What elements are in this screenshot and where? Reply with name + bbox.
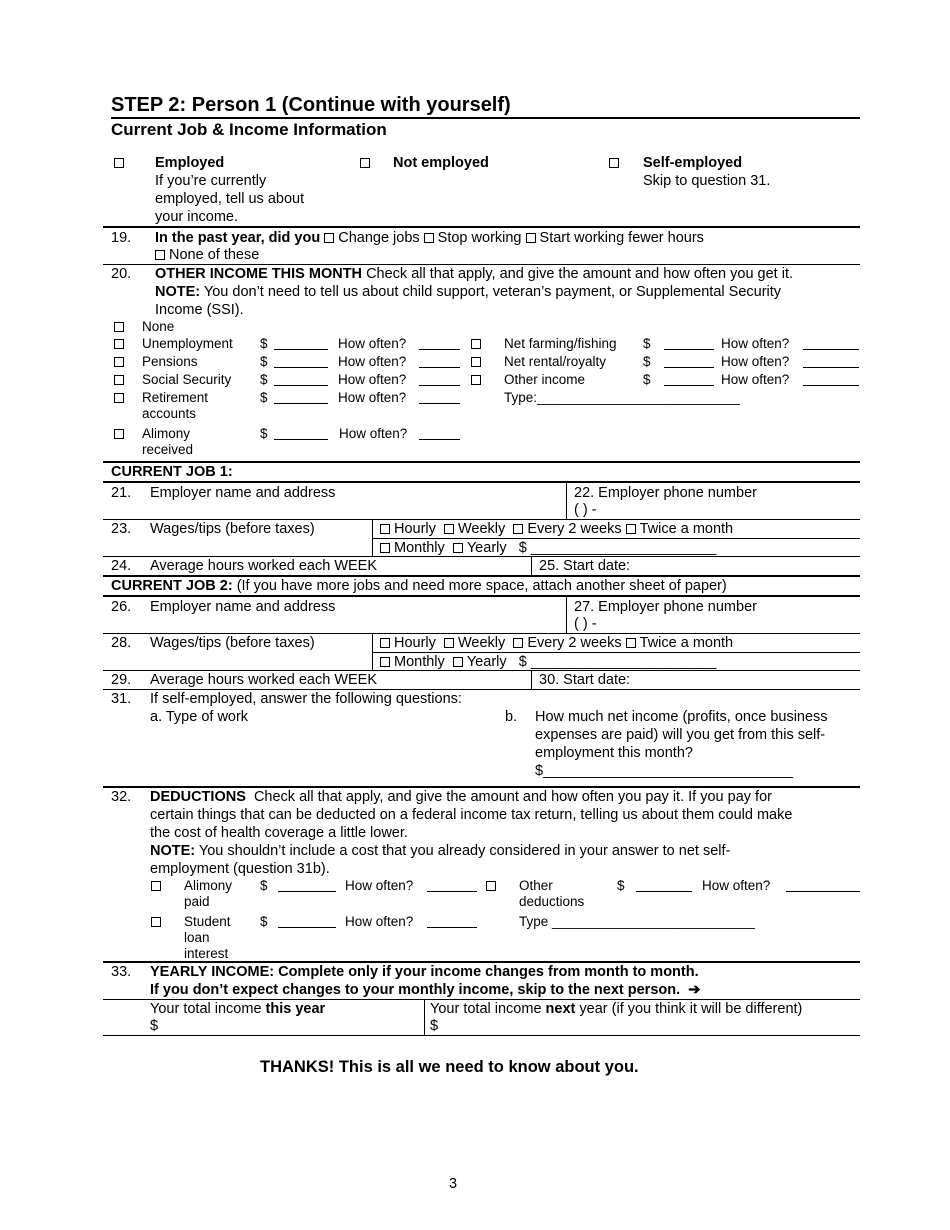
how-often-label: How often?	[338, 336, 407, 351]
monthly-checkbox[interactable]	[380, 543, 390, 553]
change-jobs-checkbox[interactable]	[324, 233, 334, 243]
yearly-checkbox[interactable]	[453, 657, 463, 667]
alimony-paid-label: Alimony	[184, 878, 233, 893]
net-farming-amount[interactable]	[664, 336, 714, 350]
q32-number: 32.	[111, 789, 132, 805]
title-rule	[111, 117, 860, 119]
monthly-label: Monthly	[394, 540, 445, 556]
stop-working-checkbox[interactable]	[424, 233, 434, 243]
weekly-checkbox[interactable]	[444, 524, 454, 534]
q31b-line2: expenses are paid) will you get from this self-	[535, 727, 826, 743]
rule	[103, 595, 860, 597]
q21-number: 21.	[111, 485, 132, 501]
retirement-amount[interactable]	[274, 390, 328, 404]
social-security-label: Social Security	[142, 372, 232, 387]
q19-prompt: In the past year, did you	[155, 230, 321, 246]
divider	[531, 670, 532, 689]
how-often-label: How often?	[721, 354, 790, 369]
student-loan-checkbox[interactable]	[151, 917, 161, 927]
q19-number: 19.	[111, 230, 132, 246]
how-often-label: How often?	[345, 914, 414, 929]
social-security-checkbox[interactable]	[114, 375, 124, 385]
every-2-weeks-label: Every 2 weeks	[527, 635, 622, 651]
employed-desc-3: your income.	[155, 209, 239, 225]
hourly-checkbox[interactable]	[380, 638, 390, 648]
student-loan-amount[interactable]	[278, 914, 336, 928]
monthly-checkbox[interactable]	[380, 657, 390, 667]
other-deductions-amount[interactable]	[636, 878, 692, 892]
job2-heading: CURRENT JOB 2:	[111, 578, 233, 594]
q30-label: 30. Start date:	[539, 672, 631, 688]
none-of-these-label: None of these	[169, 247, 260, 263]
q28-number: 28.	[111, 635, 132, 651]
how-often-label: How often?	[702, 878, 771, 893]
alimony-received-checkbox[interactable]	[114, 429, 124, 439]
pensions-checkbox[interactable]	[114, 357, 124, 367]
unemployment-checkbox[interactable]	[114, 339, 124, 349]
weekly-label: Weekly	[457, 635, 506, 651]
none-checkbox[interactable]	[114, 322, 124, 332]
q32-note-row	[150, 842, 730, 860]
next-year-bold: next	[545, 1001, 576, 1017]
other-income-amount[interactable]	[664, 372, 714, 386]
q20-prompt: OTHER INCOME THIS MONTH	[155, 266, 363, 282]
q27-label: 27. Employer phone number	[574, 599, 757, 615]
dollar-sign: $	[260, 426, 268, 441]
q26-label: Employer name and address	[150, 599, 336, 615]
this-year-bold: this year	[265, 1001, 326, 1017]
dollar-sign: $	[260, 914, 268, 929]
self-employed-label: Self-employed	[643, 155, 743, 171]
q20-instruction: Check all that apply, and give the amount and how often you get it.	[366, 266, 794, 282]
next-year-post: year (if you think it will be different)	[575, 1001, 803, 1017]
q20-note-line2: Income (SSI).	[155, 302, 244, 318]
this-year-label	[150, 1000, 325, 1018]
every-2-weeks-label: Every 2 weeks	[527, 521, 622, 537]
q32-line1: Check all that apply, and give the amount and how often you pay it. If you pay for	[253, 789, 772, 805]
other-income-label: Other income	[504, 372, 586, 387]
other-income-checkbox[interactable]	[471, 375, 481, 385]
alimony-received-label: Alimony	[142, 426, 191, 441]
dollar-sign: $	[643, 372, 651, 387]
net-rental-frequency[interactable]	[803, 354, 859, 368]
yearly-label: Yearly	[466, 540, 507, 556]
alimony-paid-frequency[interactable]	[427, 878, 477, 892]
retirement-frequency[interactable]	[419, 390, 460, 404]
q33-number: 33.	[111, 964, 132, 980]
unemployment-frequency[interactable]	[419, 336, 460, 350]
stop-working-label: Stop working	[437, 230, 522, 246]
q20-number: 20.	[111, 266, 132, 282]
how-often-label: How often?	[345, 878, 414, 893]
alimony-received-label-2: received	[142, 442, 194, 457]
q21-label: Employer name and address	[150, 485, 336, 501]
dollar-sign: $	[260, 372, 268, 387]
unemployment-amount[interactable]	[274, 336, 328, 350]
divider	[424, 999, 425, 1035]
change-jobs-label: Change jobs	[338, 230, 420, 246]
alimony-paid-label-2: paid	[184, 894, 210, 909]
q31-prompt: If self-employed, answer the following questions:	[150, 691, 462, 707]
how-often-label: How often?	[338, 372, 407, 387]
q20-prompt-row	[155, 265, 793, 283]
q19-row	[155, 229, 704, 247]
pensions-frequency[interactable]	[419, 354, 460, 368]
next-year-amount[interactable]: $	[430, 1018, 439, 1034]
unemployment-label: Unemployment	[142, 336, 233, 351]
not-employed-label: Not employed	[393, 155, 489, 171]
q32-note-line2: employment (question 31b).	[150, 861, 330, 877]
hourly-label: Hourly	[394, 521, 436, 537]
other-deductions-checkbox[interactable]	[486, 881, 496, 891]
employed-desc-2: employed, tell us about	[155, 191, 305, 207]
q19-none-row	[155, 246, 259, 264]
net-farming-checkbox[interactable]	[471, 339, 481, 349]
retirement-label: Retirement	[142, 390, 209, 405]
thanks-message: THANKS! This is all we need to know about you.	[260, 1058, 639, 1076]
q32-line2: certain things that can be deducted on a federal income tax return, telling us about them could make	[150, 807, 793, 823]
net-rental-label: Net rental/royalty	[504, 354, 607, 369]
this-year-amount[interactable]: $	[150, 1018, 159, 1034]
not-employed-checkbox[interactable]	[360, 158, 370, 168]
q20-note-label: NOTE:	[155, 284, 201, 300]
twice-a-month-checkbox[interactable]	[626, 638, 636, 648]
how-often-label: How often?	[338, 390, 407, 405]
divider	[566, 482, 567, 519]
q24-number: 24.	[111, 558, 132, 574]
dollar-sign: $	[617, 878, 625, 893]
none-label: None	[142, 319, 175, 334]
job2-heading-note: (If you have more jobs and need more space, attach another sheet of paper)	[236, 578, 727, 594]
job1-heading: CURRENT JOB 1:	[111, 464, 233, 480]
q31-number: 31.	[111, 691, 132, 707]
student-loan-frequency[interactable]	[427, 914, 477, 928]
wage-amount[interactable]: $ _______________________	[518, 540, 717, 556]
right-arrow-icon: ➔	[688, 982, 701, 998]
q32-title: DEDUCTIONS	[150, 789, 246, 805]
social-security-frequency[interactable]	[419, 372, 460, 386]
social-security-amount[interactable]	[274, 372, 328, 386]
self-employed-desc: Skip to question 31.	[643, 173, 771, 189]
job2-heading-row	[111, 577, 727, 595]
q32-note-line1: You shouldn’t include a cost that you already considered in your answer to net self-	[198, 843, 731, 859]
rule	[103, 226, 860, 228]
other-income-frequency[interactable]	[803, 372, 859, 386]
other-deductions-type[interactable]: Type ___________________________	[519, 914, 755, 929]
alimony-received-frequency[interactable]	[419, 426, 460, 440]
pensions-amount[interactable]	[274, 354, 328, 368]
dollar-sign: $	[643, 336, 651, 351]
how-often-label: How often?	[721, 336, 790, 351]
q32-line3: the cost of health coverage a little lower.	[150, 825, 408, 841]
student-loan-label-2: loan	[184, 930, 210, 945]
alimony-paid-checkbox[interactable]	[151, 881, 161, 891]
page-title: STEP 2: Person 1 (Continue with yourself)	[111, 94, 511, 116]
yearly-checkbox[interactable]	[453, 543, 463, 553]
dollar-sign: $	[260, 336, 268, 351]
q31b-amount[interactable]: $_______________________________	[535, 763, 794, 779]
dollar-sign: $	[643, 354, 651, 369]
retirement-label-2: accounts	[142, 406, 197, 421]
net-farming-label: Net farming/fishing	[504, 336, 617, 351]
q31b-marker: b.	[505, 709, 518, 725]
q20-note-line1: You don’t need to tell us about child support, veteran’s payment, or Supplemental Security	[203, 284, 782, 300]
how-often-label: How often?	[338, 354, 407, 369]
employed-label: Employed	[155, 155, 225, 171]
other-income-type[interactable]: Type:___________________________	[504, 390, 740, 405]
dollar-sign: $	[260, 878, 268, 893]
q20-note-row	[155, 283, 781, 301]
q29-number: 29.	[111, 672, 132, 688]
q24-label: Average hours worked each WEEK	[150, 558, 378, 574]
section-subtitle: Current Job & Income Information	[111, 120, 387, 139]
other-deductions-label: Other	[519, 878, 553, 893]
this-year-pre: Your total income	[150, 1001, 266, 1017]
job1-freq-row1	[380, 520, 733, 538]
fewer-hours-checkbox[interactable]	[526, 233, 536, 243]
employed-desc-1: If you’re currently	[155, 173, 267, 189]
q33-line1: YEARLY INCOME: Complete only if your income changes from month to month.	[150, 964, 699, 980]
every-2-weeks-checkbox[interactable]	[513, 638, 523, 648]
how-often-label: How often?	[339, 426, 408, 441]
rule	[103, 1035, 860, 1036]
q26-number: 26.	[111, 599, 132, 615]
monthly-label: Monthly	[394, 654, 445, 670]
rule	[103, 481, 860, 483]
every-2-weeks-checkbox[interactable]	[513, 524, 523, 534]
q28-label: Wages/tips (before taxes)	[150, 635, 315, 651]
q29-label: Average hours worked each WEEK	[150, 672, 378, 688]
other-deductions-label-2: deductions	[519, 894, 585, 909]
dollar-sign: $	[260, 390, 268, 405]
job1-freq-row2	[380, 539, 716, 557]
divider	[566, 596, 567, 633]
q32-row1	[150, 788, 772, 806]
twice-a-month-label: Twice a month	[639, 521, 734, 537]
net-farming-frequency[interactable]	[803, 336, 859, 350]
none-of-these-checkbox[interactable]	[155, 250, 165, 260]
net-rental-amount[interactable]	[664, 354, 714, 368]
student-loan-label-3: interest	[184, 946, 229, 961]
phone-mask[interactable]: ( ) -	[574, 502, 597, 518]
twice-a-month-checkbox[interactable]	[626, 524, 636, 534]
divider	[531, 556, 532, 575]
student-loan-label: Student	[184, 914, 231, 929]
alimony-paid-amount[interactable]	[278, 878, 336, 892]
q33-line2: If you don’t expect changes to your monthly income, skip to the next person.	[150, 982, 681, 998]
hourly-label: Hourly	[394, 635, 436, 651]
q23-number: 23.	[111, 521, 132, 537]
q25-label: 25. Start date:	[539, 558, 631, 574]
dollar-sign: $	[260, 354, 268, 369]
weekly-label: Weekly	[457, 521, 506, 537]
alimony-received-amount[interactable]	[274, 426, 328, 440]
q31b-line3: employment this month?	[535, 745, 693, 761]
fewer-hours-label: Start working fewer hours	[539, 230, 704, 246]
job2-freq-row1	[380, 634, 733, 652]
next-year-label	[430, 1000, 802, 1018]
yearly-label: Yearly	[466, 654, 507, 670]
other-deductions-frequency[interactable]	[786, 878, 860, 892]
pensions-label: Pensions	[142, 354, 198, 369]
q33-line2-row	[150, 981, 700, 999]
twice-a-month-label: Twice a month	[639, 635, 734, 651]
next-year-pre: Your total income	[430, 1001, 546, 1017]
self-employed-checkbox[interactable]	[609, 158, 619, 168]
q31a-label: a. Type of work	[150, 709, 249, 725]
job2-freq-row2	[380, 653, 716, 671]
q32-note-label: NOTE:	[150, 843, 196, 859]
how-often-label: How often?	[721, 372, 790, 387]
page-number: 3	[449, 1176, 458, 1192]
weekly-checkbox[interactable]	[444, 638, 454, 648]
retirement-checkbox[interactable]	[114, 393, 124, 403]
phone-mask[interactable]: ( ) -	[574, 616, 597, 632]
wage-amount[interactable]: $ _______________________	[518, 654, 717, 670]
q31b-line1: How much net income (profits, once business	[535, 709, 828, 725]
net-rental-checkbox[interactable]	[471, 357, 481, 367]
employed-checkbox[interactable]	[114, 158, 124, 168]
q22-label: 22. Employer phone number	[574, 485, 757, 501]
hourly-checkbox[interactable]	[380, 524, 390, 534]
q23-label: Wages/tips (before taxes)	[150, 521, 315, 537]
